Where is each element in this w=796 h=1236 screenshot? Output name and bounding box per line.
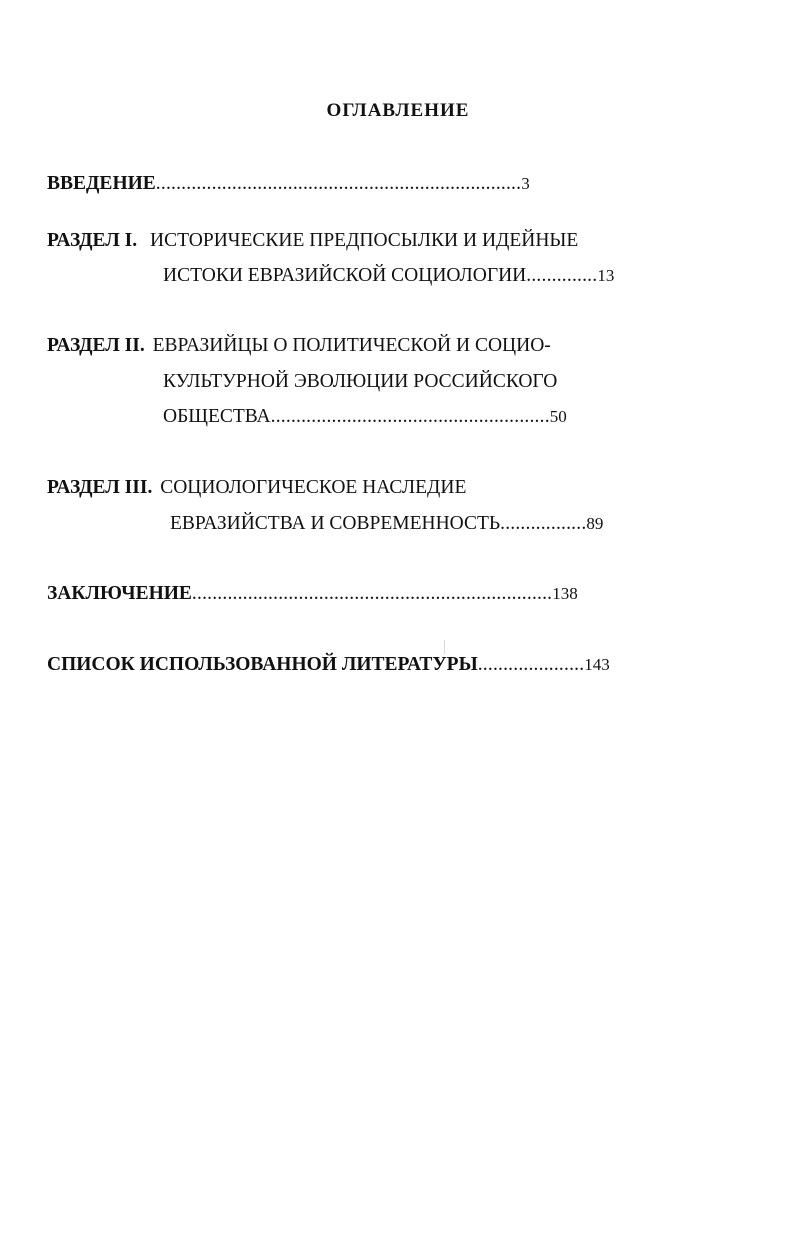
toc-title: ОГЛАВЛЕНИЕ [326,100,470,121]
toc-entry-section1-line1: ИСТОРИЧЕСКИЕ ПРЕДПОСЫЛКИ И ИДЕЙНЫЕ [150,230,579,251]
toc-entry-intro[interactable] [47,172,530,196]
toc-entry-conclusion[interactable] [47,582,578,606]
toc-entry-conclusion-label: ЗАКЛЮЧЕНИЕ [47,583,192,604]
toc-entry-section1-label: РАЗДЕЛ I. [47,230,138,251]
toc-entry-section1-line2: ИСТОКИ ЕВРАЗИЙСКОЙ СОЦИОЛОГИИ [163,265,527,286]
toc-entry-section1-dots: .............. [526,265,598,286]
toc-entry-references[interactable] [47,653,610,677]
toc-entry-section2-cont2[interactable] [163,405,567,429]
toc-entry-section3-page: 89 [586,514,604,533]
toc-entry-section1-cont[interactable] [163,264,614,288]
toc-entry-conclusion-dots: ....................................................................... [191,583,553,604]
toc-entry-references-dots: ..................... [477,654,585,675]
toc-entry-section1-page: 13 [597,266,615,285]
toc-entry-section3-line1: СОЦИОЛОГИЧЕСКОЕ НАСЛЕДИЕ [160,477,467,498]
toc-entry-references-label: СПИСОК ИСПОЛЬЗОВАННОЙ ЛИТЕРАТУРЫ [47,654,478,675]
toc-entry-section2-dots: ....................................................... [270,406,550,427]
toc-entry-intro-page: 3 [521,174,530,193]
toc-entry-section2-cont1[interactable] [163,370,557,394]
toc-entry-section3[interactable] [47,476,466,500]
toc-entry-intro-label: ВВЕДЕНИЕ [47,173,156,194]
toc-entry-section2-line1: ЕВРАЗИЙЦЫ О ПОЛИТИЧЕСКОЙ И СОЦИО- [152,335,551,356]
toc-entry-references-page: 143 [584,655,610,674]
toc-entry-conclusion-page: 138 [552,584,578,603]
toc-entry-section3-dots: ................. [500,513,587,534]
scan-artifact [444,640,445,654]
toc-entry-section2-line2: КУЛЬТУРНОЙ ЭВОЛЮЦИИ РОССИЙСКОГО [163,371,558,392]
toc-entry-section2-line3: ОБЩЕСТВА [163,406,271,427]
toc-entry-section2-page: 50 [549,407,567,426]
toc-entry-section3-line2: ЕВРАЗИЙСТВА И СОВРЕМЕННОСТЬ [170,513,501,534]
toc-entry-section3-cont[interactable] [170,512,603,536]
toc-entry-intro-dots: ........................................................................ [155,173,522,194]
toc-entry-section3-label: РАЗДЕЛ III. [47,477,153,498]
toc-entry-section2-label: РАЗДЕЛ II. [47,335,145,356]
toc-entry-section2[interactable] [47,334,551,358]
toc-entry-section1[interactable] [47,229,578,253]
